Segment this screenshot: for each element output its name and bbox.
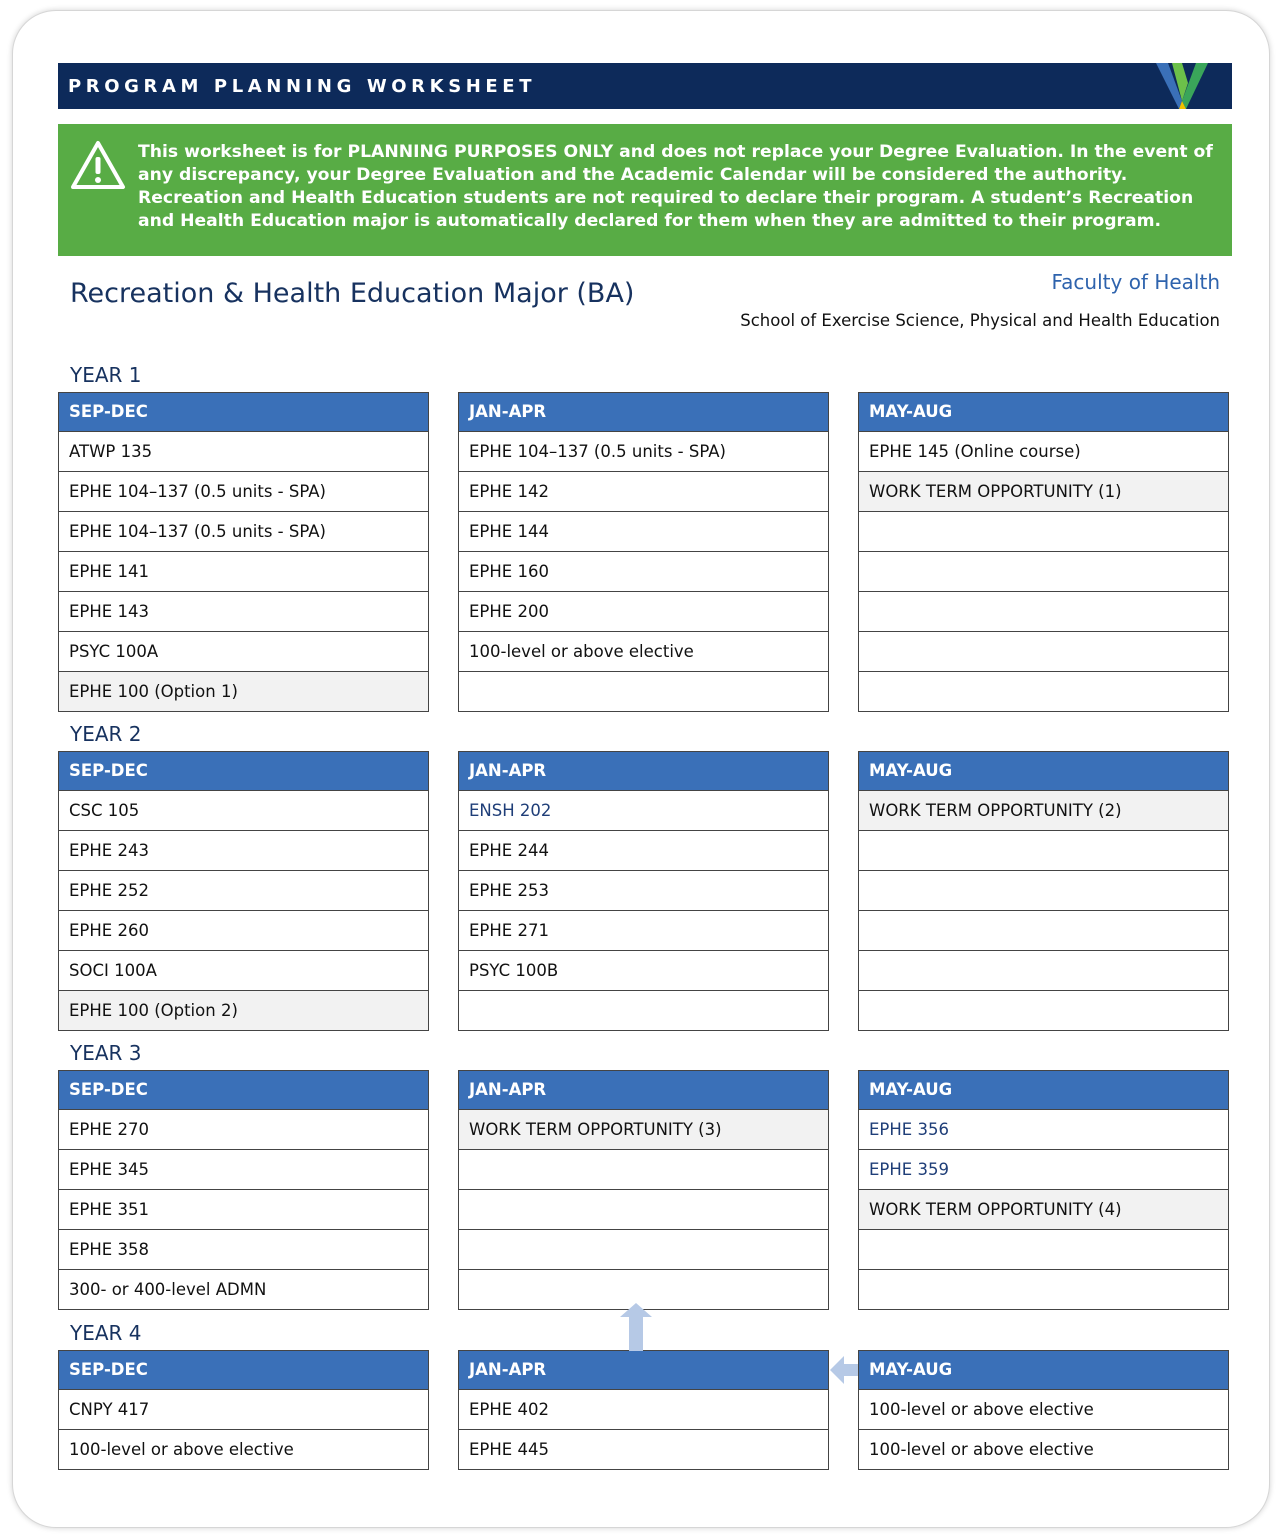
course-row: EPHE 356 [859, 1110, 1228, 1150]
faculty-name: Faculty of Health [1051, 270, 1220, 294]
course-row [859, 871, 1228, 911]
term-header: SEP-DEC [59, 752, 428, 791]
course-row [859, 951, 1228, 991]
course-row: SOCI 100A [59, 951, 428, 991]
term-table-may-aug [858, 751, 1229, 1031]
course-row: 300- or 400-level ADMN [69, 1280, 267, 1299]
course-row [459, 1230, 828, 1270]
course-row: EPHE 145 (Online course) [859, 432, 1228, 472]
year-label: YEAR 4 [70, 1321, 142, 1345]
term-table-jan-apr [458, 1070, 829, 1310]
course-row: EPHE 402 [459, 1390, 828, 1430]
term-header: MAY-AUG [859, 393, 1228, 432]
course-row: EPHE 143 [59, 592, 428, 632]
course-row [859, 592, 1228, 632]
course-row: WORK TERM OPPORTUNITY (3) [459, 1110, 828, 1150]
school-name: School of Exercise Science, Physical and Health Education [740, 311, 1220, 330]
course-row [859, 672, 1228, 711]
course-row [859, 512, 1228, 552]
course-row: WORK TERM OPPORTUNITY (1) [859, 472, 1228, 512]
course-row: EPHE 253 [459, 871, 828, 911]
term-header: MAY-AUG [859, 752, 1228, 791]
course-row: CNPY 417 [59, 1390, 428, 1430]
course-row: 100-level or above elective [69, 1440, 294, 1459]
course-row: WORK TERM OPPORTUNITY (2) [859, 791, 1228, 831]
term-header: MAY-AUG [859, 1351, 1228, 1390]
term-header: SEP-DEC [59, 1071, 428, 1110]
program-title: Recreation & Health Education Major (BA) [70, 278, 635, 309]
term-table-sep-dec [58, 1070, 429, 1310]
course-row: EPHE 345 [59, 1150, 428, 1190]
course-row: EPHE 160 [459, 552, 828, 592]
term-table-may-aug [858, 1070, 1229, 1310]
course-row: PSYC 100A [59, 632, 428, 672]
term-header: JAN-APR [459, 1071, 828, 1110]
course-row: EPHE 200 [459, 592, 828, 632]
course-row: ATWP 135 [59, 432, 428, 472]
course-row: EPHE 100 (Option 1) [59, 672, 428, 711]
course-row [859, 831, 1228, 871]
term-table-may-aug [858, 392, 1229, 712]
course-row: 100-level or above elective [869, 1440, 1094, 1459]
arrow-left-icon [830, 1356, 858, 1384]
course-row [459, 1190, 828, 1230]
course-row [859, 552, 1228, 592]
course-row: 100-level or above elective [859, 1390, 1228, 1430]
course-row: EPHE 359 [859, 1150, 1228, 1190]
term-table-jan-apr [458, 392, 829, 712]
term-header: JAN-APR [459, 393, 828, 432]
course-row: EPHE 100 (Option 2) [59, 991, 428, 1030]
course-row: EPHE 271 [459, 911, 828, 951]
worksheet-title: PROGRAM PLANNING WORKSHEET [68, 76, 537, 97]
year-label: YEAR 2 [70, 722, 142, 746]
course-row: EPHE 104–137 (0.5 units - SPA) [59, 512, 428, 552]
warning-icon [70, 140, 126, 190]
term-header: JAN-APR [459, 1351, 828, 1390]
course-row: EPHE 144 [459, 512, 828, 552]
course-row: EPHE 244 [459, 831, 828, 871]
course-row [859, 911, 1228, 951]
notice-text: This worksheet is for PLANNING PURPOSES ONLY and does not replace your Degree Evaluation. In the event of any discrepancy, your Degree Evaluation and the Academic Calendar will be considered the authority. Recreation and Health Education students are not required to declare their program. A student’s Recreation and Health Education major is automatically declared for them when they are admitted to their program. [138, 142, 1213, 231]
course-row: EPHE 260 [59, 911, 428, 951]
course-row: EPHE 104–137 (0.5 units - SPA) [459, 432, 828, 472]
course-row [859, 991, 1228, 1030]
term-table-may-aug [858, 1350, 1229, 1470]
course-row: EPHE 141 [59, 552, 428, 592]
course-row: 100-level or above elective [459, 632, 828, 672]
year-label: YEAR 3 [70, 1041, 142, 1065]
term-table-jan-apr [458, 751, 829, 1031]
arrow-up-icon [620, 1303, 652, 1351]
year-label: YEAR 1 [70, 363, 142, 387]
course-row [859, 1270, 1228, 1309]
term-table-sep-dec [58, 1350, 429, 1470]
title-bar [58, 63, 1232, 109]
planning-notice [58, 124, 1232, 256]
course-row [459, 1150, 828, 1190]
term-header: SEP-DEC [59, 1351, 428, 1390]
course-row [459, 672, 828, 711]
course-row: ENSH 202 [459, 791, 828, 831]
term-table-sep-dec [58, 751, 429, 1031]
course-row: EPHE 243 [59, 831, 428, 871]
course-row [459, 991, 828, 1030]
term-header: SEP-DEC [59, 393, 428, 432]
course-row: EPHE 351 [59, 1190, 428, 1230]
course-row: EPHE 142 [459, 472, 828, 512]
course-row: PSYC 100B [459, 951, 828, 991]
course-row: EPHE 252 [59, 871, 428, 911]
course-row: WORK TERM OPPORTUNITY (4) [859, 1190, 1228, 1230]
term-header: MAY-AUG [859, 1071, 1228, 1110]
course-row: CSC 105 [59, 791, 428, 831]
course-row [859, 632, 1228, 672]
course-row [859, 1230, 1228, 1270]
course-row: EPHE 270 [59, 1110, 428, 1150]
course-row: EPHE 358 [59, 1230, 428, 1270]
term-table-sep-dec [58, 392, 429, 712]
term-table-jan-apr [458, 1350, 829, 1470]
term-header: JAN-APR [459, 752, 828, 791]
course-row: EPHE 445 [469, 1440, 549, 1459]
course-row: EPHE 104–137 (0.5 units - SPA) [59, 472, 428, 512]
university-logo-icon [1152, 63, 1212, 109]
